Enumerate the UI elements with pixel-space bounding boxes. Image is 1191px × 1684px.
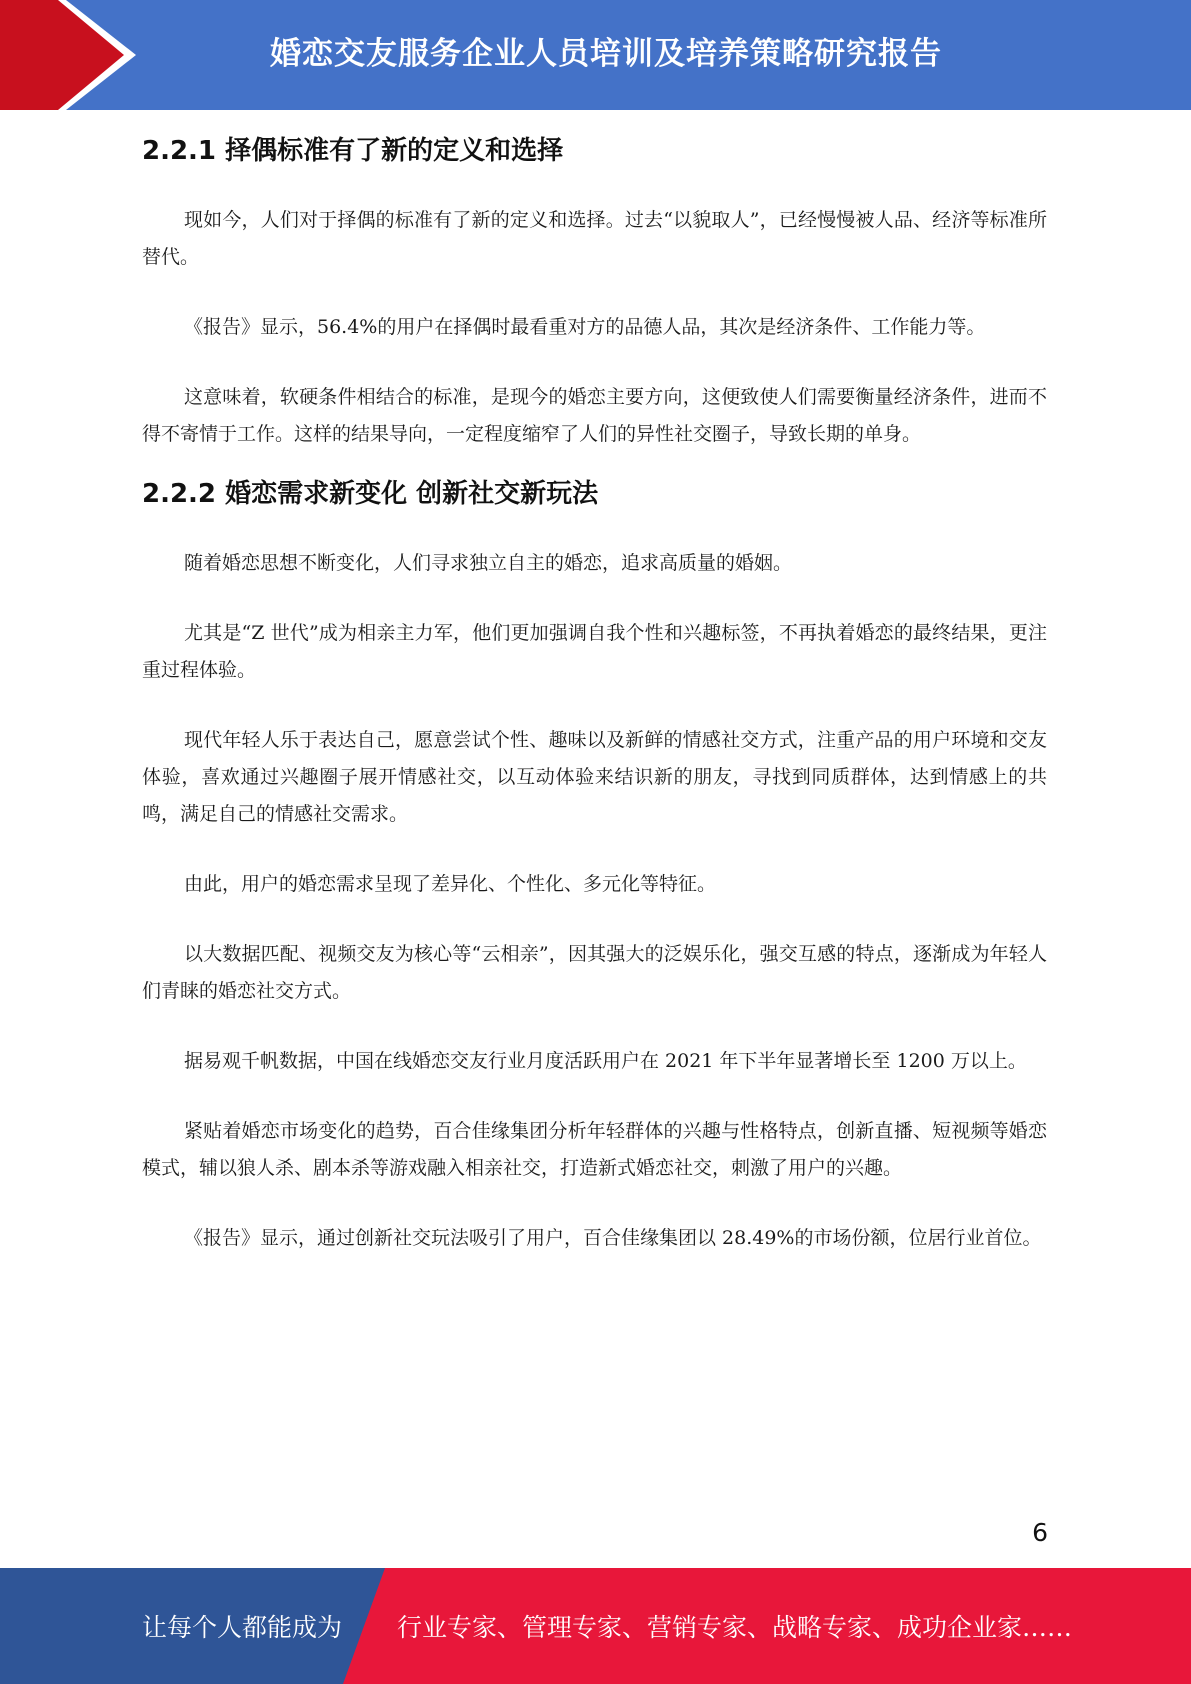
section-heading-2-2-2: 2.2.2 婚恋需求新变化 创新社交新玩法 bbox=[142, 479, 599, 509]
paragraph: 据易观千帆数据，中国在线婚恋交友行业月度活跃用户在 2021 年下半年显著增长至 1200 万以上。 bbox=[184, 1050, 1027, 1072]
paragraph: 由此，用户的婚恋需求呈现了差异化、个性化、多元化等特征。 bbox=[184, 873, 717, 895]
paragraph: 紧贴着婚恋市场变化的趋势，百合佳缘集团分析年轻群体的兴趣与性格特点，创新直播、短视频等婚恋模式，辅以狼人杀、剧本杀等游戏融入相亲社交，打造新式婚恋社交，刺激了用户的兴趣。 bbox=[142, 1120, 1047, 1179]
footer-banner bbox=[0, 1568, 1191, 1684]
paragraph: 尤其是“Z 世代”成为相亲主力军，他们更加强调自我个性和兴趣标签，不再执着婚恋的最终结果，更注重过程体验。 bbox=[142, 622, 1047, 681]
paragraph: 现如今，人们对于择偶的标准有了新的定义和选择。过去“以貌取人”，已经慢慢被人品、经济等标准所替代。 bbox=[142, 209, 1047, 268]
footer-slogan-left: 让每个人都能成为 bbox=[142, 1613, 343, 1642]
paragraph: 随着婚恋思想不断变化，人们寻求独立自主的婚恋，追求高质量的婚姻。 bbox=[184, 552, 793, 574]
paragraph: 以大数据匹配、视频交友为核心等“云相亲”，因其强大的泛娱乐化，强交互感的特点，逐渐成为年轻人们青睐的婚恋社交方式。 bbox=[142, 943, 1047, 1002]
section-heading-2-2-1: 2.2.1 择偶标准有了新的定义和选择 bbox=[142, 136, 564, 166]
paragraph: 这意味着，软硬条件相结合的标准，是现今的婚恋主要方向，这便致使人们需要衡量经济条件，进而不得不寄情于工作。这样的结果导向，一定程度缩窄了人们的异性社交圈子，导致长期的单身。 bbox=[142, 386, 1047, 445]
header-banner bbox=[0, 0, 1191, 110]
paragraph: 《报告》显示，56.4%的用户在择偶时最看重对方的品德人品，其次是经济条件、工作能力等。 bbox=[184, 316, 986, 338]
paragraph: 现代年轻人乐于表达自己，愿意尝试个性、趣味以及新鲜的情感社交方式，注重产品的用户环境和交友体验，喜欢通过兴趣圈子展开情感社交，以互动体验来结识新的朋友，寻找到同质群体，达到情感上的共鸣，满足自己的情感社交需求。 bbox=[142, 729, 1047, 825]
document-body bbox=[142, 128, 1047, 1257]
page-number: 6 bbox=[1032, 1518, 1048, 1547]
footer-slogan-right: 行业专家、管理专家、营销专家、战略专家、成功企业家…… bbox=[397, 1613, 1073, 1642]
report-title: 婚恋交友服务企业人员培训及培养策略研究报告 bbox=[270, 36, 942, 72]
chevron-arrow-icon bbox=[0, 0, 150, 110]
paragraph: 《报告》显示，通过创新社交玩法吸引了用户，百合佳缘集团以 28.49%的市场份额，位居行业首位。 bbox=[184, 1227, 1042, 1249]
